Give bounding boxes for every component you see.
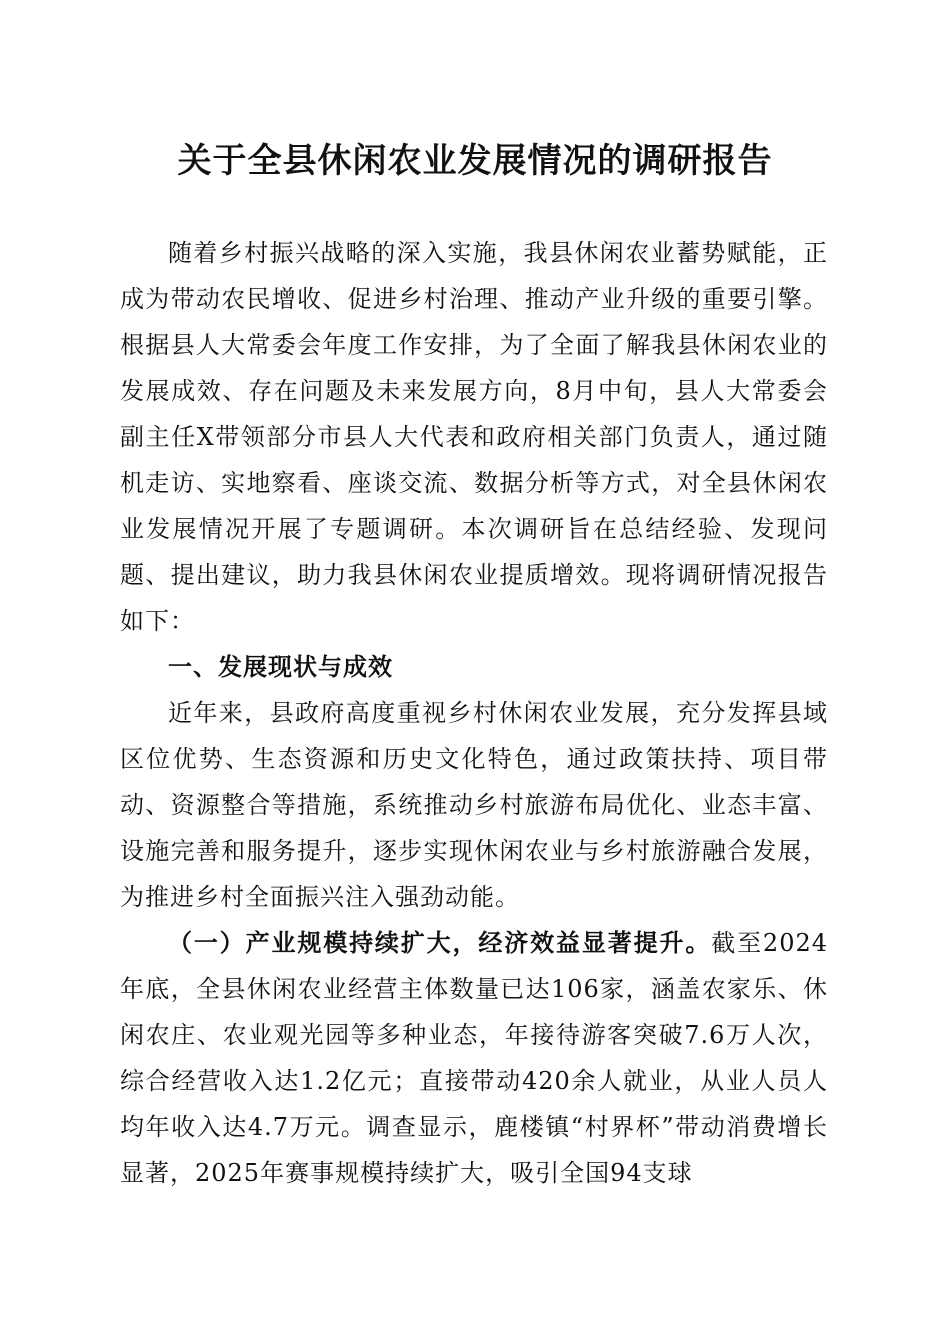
document-title: 关于全县休闲农业发展情况的调研报告 [177, 141, 773, 181]
intro-paragraph: 随着乡村振兴战略的深入实施，我县休闲农业蓄势赋能，正成为带动农民增收、促进乡村治理、推动产业升级的重要引擎。根据县人大常委会年度工作安排，为了全面了解我县休闲农业的发展成效、存在问题及未来发展方向，8月中旬，县人大常委会副主任X带领部分市县人大代表和政府相关部门负责人，通过随机走访、实地察看、座谈交流、数据分析等方式，对全县休闲农业发展情况开展了专题调研。本次调研旨在总结经验、发现问题、提出建议，助力我县休闲农业提质增效。现将调研情况报告如下： [120, 239, 828, 635]
subsection-text: 截至2024年底，全县休闲农业经营主体数量已达106家，涵盖农家乐、休闲农庄、农业观光园等多种业态，年接待游客突破7.6万人次，综合经营收入达1.2亿元；直接带动420余人就业，从业人员人均年收入达4.7万元。调查显示，鹿楼镇“村界杯”带动消费增长显著，2025年赛事规模持续扩大，吸引全国94支球 [120, 929, 829, 1187]
section-heading: 一、发展现状与成效 [168, 653, 393, 681]
subsection-paragraph [120, 920, 828, 1196]
document-body [120, 230, 828, 1196]
section-paragraph: 近年来，县政府高度重视乡村休闲农业发展，充分发挥县域区位优势、生态资源和历史文化特色，通过政策扶持、项目带动、资源整合等措施，系统推动乡村旅游布局优化、业态丰富、设施完善和服务提升，逐步实现休闲农业与乡村旅游融合发展，为推进乡村全面振兴注入强劲动能。 [120, 699, 828, 911]
subsection-lead: （一）产业规模持续扩大，经济效益显著提升。 [168, 928, 712, 957]
